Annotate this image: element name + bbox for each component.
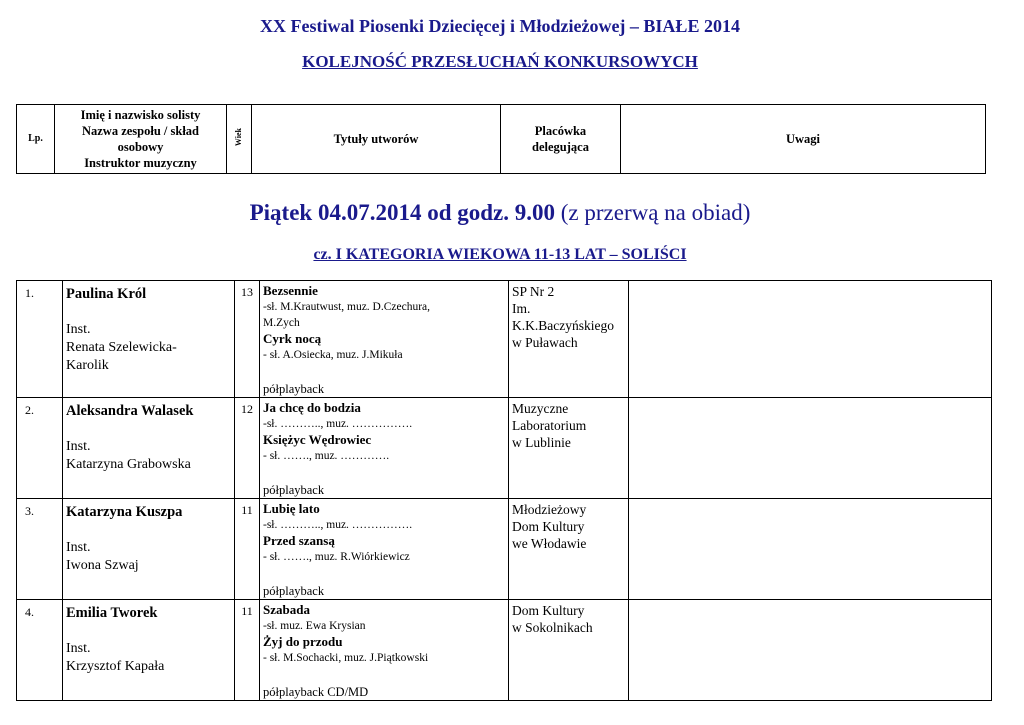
session-day [0, 200, 1000, 226]
organization-line: K.K.Baczyńskiego [512, 318, 614, 333]
instructor-label: Inst. [66, 322, 91, 337]
song-title: Przed szansą [263, 533, 335, 548]
age-cell: 11 [235, 499, 260, 600]
songs-cell [260, 499, 509, 600]
header-name [55, 105, 227, 174]
performers-table [16, 280, 992, 701]
festival-title: XX Festiwal Piosenki Dziecięcej i Młodzieżowej – BIAŁE 2014 [260, 16, 740, 36]
organization-line: Dom Kultury [512, 519, 585, 534]
session-day-date: Piątek 04.07.2014 od godz. 9.00 [249, 200, 555, 225]
instructor-name-cont: Karolik [66, 358, 109, 373]
organization-line: Laboratorium [512, 418, 587, 433]
instructor-label: Inst. [66, 641, 91, 656]
table-row [17, 398, 992, 499]
instructor-name: Katarzyna Grabowska [66, 457, 191, 472]
header-name-line-2: Nazwa zespołu / skład [81, 124, 200, 138]
age-cell: 13 [235, 281, 260, 398]
organization-line: w Lublinie [512, 435, 571, 450]
table-row [17, 499, 992, 600]
remarks-cell [629, 281, 992, 398]
soloist-cell [63, 600, 235, 701]
header-remarks: Uwagi [621, 105, 986, 174]
schedule-subtitle: KOLEJNOŚĆ PRZESŁUCHAŃ KONKURSOWYCH [302, 52, 698, 71]
header-age-label: Wiek [234, 127, 243, 147]
song-title: Żyj do przodu [263, 634, 343, 649]
instructor-name: Iwona Szwaj [66, 558, 139, 573]
soloist-cell [63, 398, 235, 499]
instructor-name: Krzysztof Kapała [66, 659, 165, 674]
soloist-cell [63, 499, 235, 600]
organization-line: SP Nr 2 [512, 284, 555, 299]
organization-cell [509, 600, 629, 701]
song-credits: - sł. M.Sochacki, muz. J.Piątkowski [263, 652, 429, 664]
organization-cell [509, 281, 629, 398]
remarks-cell [629, 398, 992, 499]
header-org-line-1: Placówka [534, 124, 587, 138]
organization-line: Muzyczne [512, 401, 569, 416]
header-org [501, 105, 621, 174]
soloist-name: Aleksandra Walasek [66, 403, 194, 419]
table-row [17, 281, 992, 398]
playback-type: półplayback [263, 584, 325, 598]
header-name-line-4: Instruktor muzyczny [84, 156, 197, 170]
song-credits-cont: M.Zych [263, 317, 300, 329]
row-number: 2. [17, 398, 63, 499]
song-credits: -sł. M.Krautwust, muz. D.Czechura, [263, 301, 431, 313]
header-name-line-1: Imię i nazwisko solisty [80, 108, 201, 122]
soloist-name: Katarzyna Kuszpa [66, 504, 183, 520]
header-lp: Lp. [17, 105, 55, 174]
category-heading: cz. I KATEGORIA WIEKOWA 11-13 LAT – SOLIŚCI [313, 246, 687, 263]
row-number: 3. [17, 499, 63, 600]
song-credits: - sł. ……., muz. …………. [263, 450, 390, 462]
song-credits: -sł. muz. Ewa Krysian [263, 620, 366, 632]
song-credits: -sł. ……….., muz. ……………. [263, 418, 413, 430]
instructor-label: Inst. [66, 540, 91, 555]
organization-line: we Włodawie [512, 536, 587, 551]
row-number: 1. [17, 281, 63, 398]
songs-cell [260, 398, 509, 499]
age-cell: 12 [235, 398, 260, 499]
song-title: Szabada [263, 602, 310, 617]
soloist-cell [63, 281, 235, 398]
song-title: Bezsennie [263, 283, 318, 298]
songs-cell [260, 600, 509, 701]
organization-cell [509, 499, 629, 600]
instructor-name: Renata Szelewicka- [66, 340, 177, 355]
organization-line: Młodzieżowy [512, 502, 587, 517]
organization-line: Dom Kultury [512, 603, 585, 618]
header-org-line-2: delegująca [532, 140, 589, 154]
organization-line: w Puławach [512, 335, 578, 350]
song-title: Księżyc Wędrowiec [263, 432, 372, 447]
song-credits: - sł. A.Osiecka, muz. J.Mikuła [263, 349, 403, 361]
age-cell: 11 [235, 600, 260, 701]
playback-type: półplayback [263, 382, 325, 396]
organization-line: Im. [512, 301, 531, 316]
playback-type: półplayback CD/MD [263, 685, 369, 699]
song-title: Lubię lato [263, 501, 320, 516]
songs-cell [260, 281, 509, 398]
soloist-name: Emilia Tworek [66, 605, 158, 621]
remarks-cell [629, 600, 992, 701]
column-header-table [16, 104, 986, 174]
song-credits: -sł. ……….., muz. ……………. [263, 519, 413, 531]
song-title: Ja chcę do bodzia [263, 400, 361, 415]
instructor-label: Inst. [66, 439, 91, 454]
table-row [17, 600, 992, 701]
header-name-line-3: osobowy [117, 140, 164, 154]
remarks-cell [629, 499, 992, 600]
organization-line: w Sokolnikach [512, 620, 593, 635]
song-credits: - sł. ……., muz. R.Wiórkiewicz [263, 551, 410, 563]
row-number: 4. [17, 600, 63, 701]
header-titles: Tytuły utworów [252, 105, 501, 174]
song-title: Cyrk nocą [263, 331, 322, 346]
session-day-note: (z przerwą na obiad) [555, 200, 751, 225]
playback-type: półplayback [263, 483, 325, 497]
organization-cell [509, 398, 629, 499]
soloist-name: Paulina Król [66, 286, 147, 302]
header-age [227, 105, 252, 174]
